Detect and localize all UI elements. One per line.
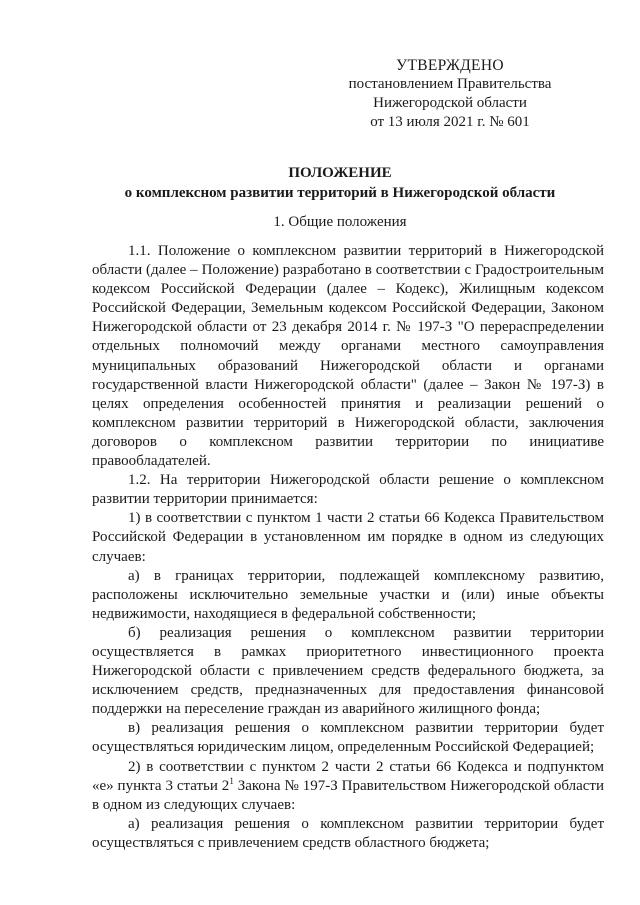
paragraph-text: 2) в соответствии с пунктом 2 части 2 статьи 66 Кодекса и подпунктом «е» пункта 3 статьи 2 — [92, 758, 604, 794]
approval-date: от 13 июля 2021 г. № 601 — [370, 114, 530, 130]
paragraph-1-2: 1.2. На территории Нижегородской области решение о комплексном развитии территории принимается: — [92, 472, 604, 508]
approval-line: постановлением Правительства — [348, 76, 552, 92]
approval-line: Нижегородской области — [373, 95, 527, 111]
paragraph-item-b: б) реализация решения о комплексном развитии территории осуществляется в рамках приоритетного инвестиционного проекта Нижегородской области с привлечением средств федерального бюджета, за исключением средств, предназначенных для предоставления финансовой поддержки на переселение граждан из аварийного жилищного фонда; — [92, 624, 604, 718]
paragraph-item-a: а) в границах территории, подлежащей комплексному развитию, расположены исключительно земельные участки и (или) иные объекты недвижимости, находящиеся в федеральной собственности; — [92, 567, 604, 622]
paragraph-text: Закона № 197-З Правительством Нижегородской области в одном из следующих случаев: — [92, 777, 604, 813]
approval-heading: УТВЕРЖДЕНО — [396, 57, 504, 74]
paragraph-item-1: 1) в соответствии с пунктом 1 части 2 статьи 66 Кодекса Правительством Российской Федерации в установленном им порядке в одном из следующих случаев: — [92, 510, 604, 565]
paragraph-item-2 — [92, 758, 604, 815]
document-body — [92, 242, 604, 853]
document-title — [60, 163, 620, 203]
paragraph-item-a2: а) реализация решения о комплексном развитии территории будет осуществляться с привлечением средств областного бюджета; — [92, 815, 604, 851]
superscript: 1 — [229, 775, 234, 786]
title-subtitle: о комплексном развитии территорий в Нижегородской области — [124, 185, 556, 201]
paragraph-1-1: 1.1. Положение о комплексном развитии территорий в Нижегородской области (далее – Положение) разработано в соответствии с Градостроительным кодексом Российской Федерации (далее – Кодекс), Жилищным кодексом Российской Федерации, Земельным кодексом Российской Федерации, Законом Нижегородской области от 23 декабря 2014 г. № 197-З "О перераспределении отдельных полномочий между органами местного самоуправления муниципальных образований Нижегородской области и органами государственной власти Нижегородской области" (далее – Закон № 197-З) в целях определения особенностей принятия и реализации решений о комплексном развитии территорий в Нижегородской области, заключения договоров о комплексном развитии территории по инициативе правообладателей. — [92, 243, 604, 470]
section-heading: 1. Общие положения — [273, 214, 407, 230]
title-main: ПОЛОЖЕНИЕ — [288, 165, 392, 181]
paragraph-item-v: в) реализация решения о комплексном развитии территории будет осуществляться юридическим лицом, определенным Российской Федерацией; — [92, 720, 604, 756]
approval-stamp — [330, 56, 570, 132]
